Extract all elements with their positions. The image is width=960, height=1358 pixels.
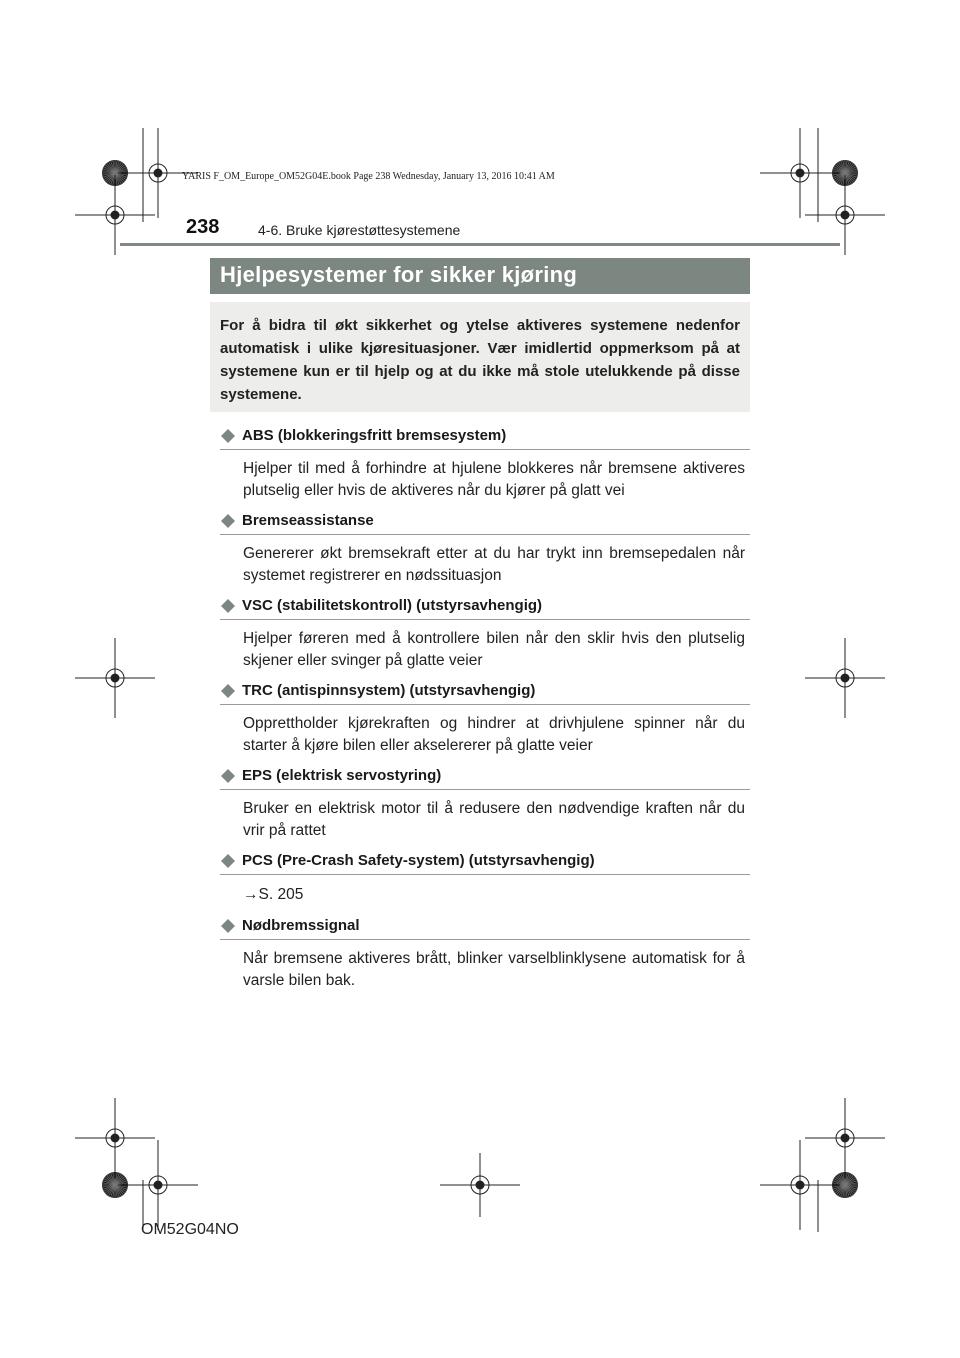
footer-code: OM52G04NO xyxy=(141,1221,239,1238)
item-heading xyxy=(220,680,750,705)
diamond-bullet-icon xyxy=(220,513,236,529)
crosshair-mark-icon xyxy=(75,1098,155,1178)
diamond-bullet-icon xyxy=(220,918,236,934)
header-rule xyxy=(120,243,840,246)
crosshair-mark-icon xyxy=(118,1140,198,1230)
section-title: 4-6. Bruke kjørestøttesystemene xyxy=(258,222,461,238)
item-body: Genererer økt bremsekraft etter at du har trykt inn bremsepedalen når systemet registrerer en nødssituasjon xyxy=(243,545,745,584)
page-number: 238 xyxy=(186,216,220,238)
item-heading xyxy=(220,915,750,940)
crosshair-mark-icon xyxy=(805,638,885,718)
item-heading xyxy=(220,595,750,620)
item-heading-label: ABS (blokkeringsfritt bremsesystem) xyxy=(242,427,507,444)
intro-box: For å bidra til økt sikkerhet og ytelse aktiveres systemene nedenfor automatisk i ulike kjøresituasjoner. Vær imidlertid oppmerksom på at systemene kun er til hjelp og at du ikke må stole utelukkende på disse systemene. xyxy=(210,302,750,412)
item-heading xyxy=(220,765,750,790)
diamond-bullet-icon xyxy=(220,683,236,699)
diamond-bullet-icon xyxy=(220,428,236,444)
item-heading-label: TRC (antispinnsystem) (utstyrsavhengig) xyxy=(242,682,536,699)
page-title: Hjelpesystemer for sikker kjøring xyxy=(220,262,578,287)
diamond-bullet-icon xyxy=(220,598,236,614)
crosshair-mark-icon xyxy=(805,1098,885,1178)
item-heading xyxy=(220,425,750,450)
item-heading-label: PCS (Pre-Crash Safety-system) (utstyrsavhengig) xyxy=(242,852,595,869)
crosshair-mark-icon xyxy=(75,638,155,718)
crosshair-mark-icon xyxy=(440,1153,520,1217)
item-body: Bruker en elektrisk motor til å redusere den nødvendige kraften når du vrir på rattet xyxy=(243,800,745,839)
print-header: YARIS F_OM_Europe_OM52G04E.book Page 238 Wednesday, January 13, 2016 10:41 AM xyxy=(182,171,555,182)
diamond-bullet-icon xyxy=(220,768,236,784)
title-bar xyxy=(210,258,750,294)
crosshair-mark-icon xyxy=(760,128,840,218)
item-body: Når bremsene aktiveres brått, blinker varselblinklysene automatisk for å varsle bilen bak. xyxy=(243,950,745,989)
item-heading-label: Nødbremssignal xyxy=(242,917,360,934)
item-body: Opprettholder kjørekraften og hindrer at drivhjulene spinner når du starter å kjøre bilen eller akselererer på glatte veier xyxy=(243,715,745,754)
item-heading xyxy=(220,510,750,535)
item-heading-label: EPS (elektrisk servostyring) xyxy=(242,767,442,784)
item-body: Hjelper føreren med å kontrollere bilen når den sklir hvis den plutselig skjener eller svinger på glatte veier xyxy=(243,630,745,669)
crosshair-mark-icon xyxy=(760,1140,840,1230)
diamond-bullet-icon xyxy=(220,853,236,869)
item-heading-label: Bremseassistanse xyxy=(242,512,374,529)
item-body: →S. 205 xyxy=(243,886,304,903)
item-heading xyxy=(220,850,750,875)
item-heading-label: VSC (stabilitetskontroll) (utstyrsavhengig) xyxy=(242,597,543,614)
item-body: Hjelper til med å forhindre at hjulene blokkeres når bremsene aktiveres plutselig eller hvis de aktiveres når du kjører på glatt vei xyxy=(243,460,745,499)
